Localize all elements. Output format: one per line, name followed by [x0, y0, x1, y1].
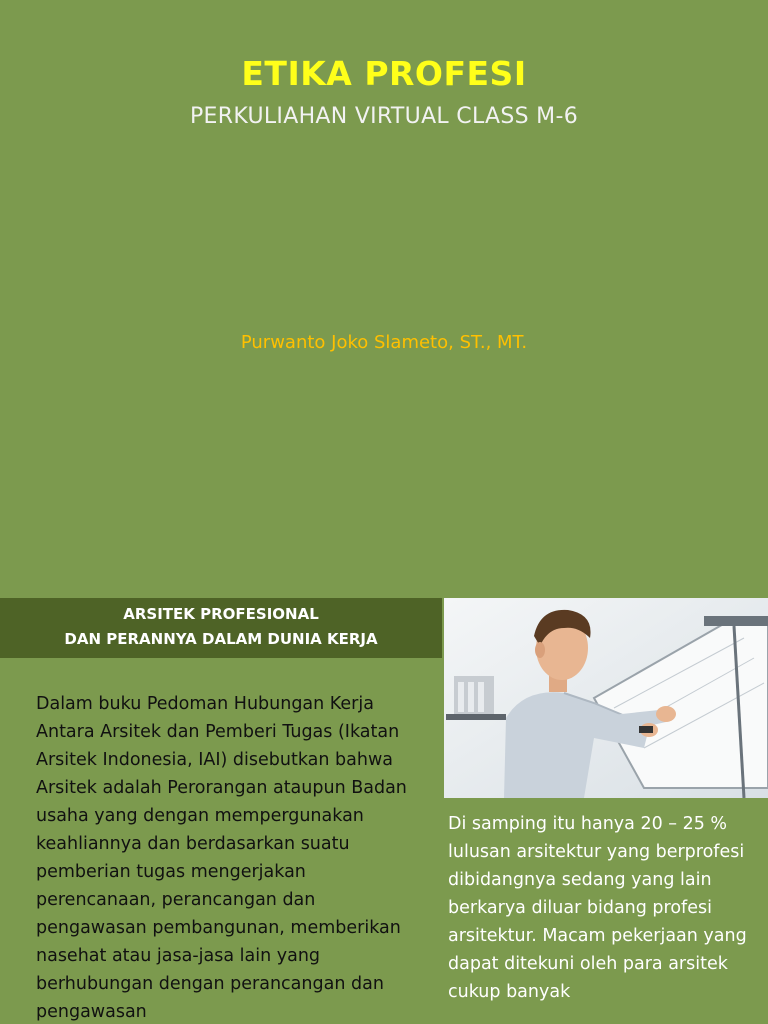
- section-banner: [0, 598, 442, 658]
- author-name: Purwanto Joko Slameto, ST., MT.: [240, 332, 528, 353]
- slide-title: ETIKA PROFESI: [241, 54, 527, 93]
- left-paragraph: Dalam buku Pedoman Hubungan Kerja Antara Arsitek dan Pemberi Tugas (Ikatan Arsitek Indonesia, IAI) disebutkan bahwa Arsitek adalah Perorangan ataupun Badan usaha yang dengan mempergunakan keahliannya dan berdasarkan suatu pemberian tugas mengerjakan perencanaan, perancangan dan pengawasan pembangunan, memberikan nasehat atau jasa-jasa lain yang berhubungan dengan perancangan dan pengawasan: [36, 694, 407, 1022]
- right-paragraph: Di samping itu hanya 20 – 25 % lulusan arsitektur yang berprofesi dibidangnya sedang yang lain berkarya diluar bidang profesi arsitektur. Macam pekerjaan yang dapat ditekuni oleh para arsitek cukup banyak: [448, 814, 747, 1002]
- banner-line-2: DAN PERANNYA DALAM DUNIA KERJA: [64, 630, 378, 648]
- architect-at-drafting-table-photo: [444, 598, 768, 798]
- banner-line-1: ARSITEK PROFESIONAL: [123, 605, 319, 623]
- content-slide: [0, 598, 768, 1024]
- slide-subtitle: PERKULIAHAN VIRTUAL CLASS M-6: [189, 104, 578, 129]
